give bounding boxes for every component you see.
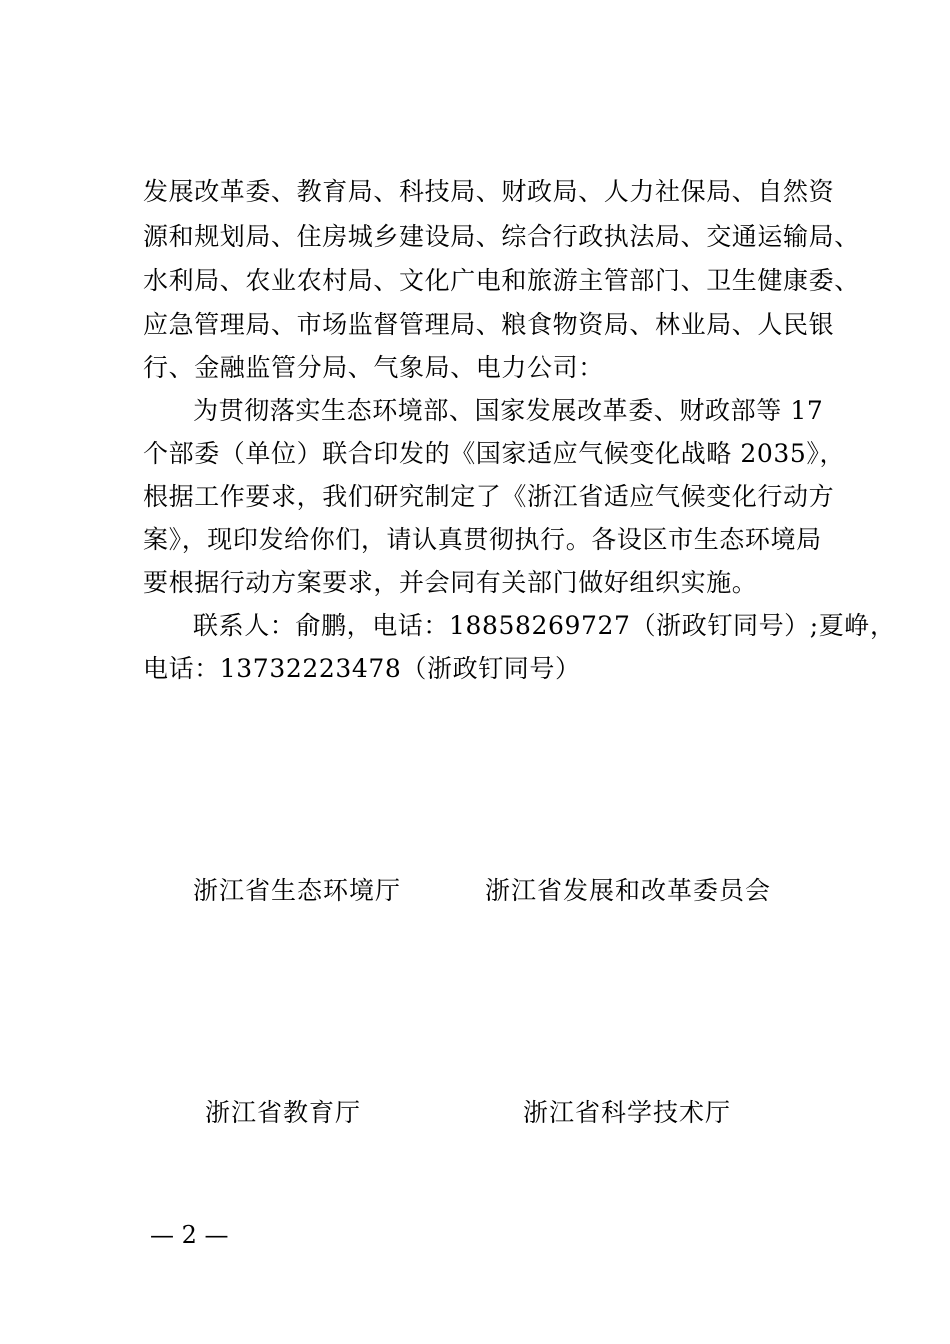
recipients-line: 行、金融监管分局、气象局、电力公司： xyxy=(143,353,604,382)
signatory-science-technology: 浙江省科学技术厅 xyxy=(523,1098,732,1127)
signatory-education: 浙江省教育厅 xyxy=(205,1098,362,1127)
signatory-eco-environment: 浙江省生态环境厅 xyxy=(193,876,402,905)
recipients-line: 源和规划局、住房城乡建设局、综合行政执法局、交通运输局、 xyxy=(143,222,860,251)
contact-line: 电话：13732223478（浙政钉同号） xyxy=(143,654,581,683)
body-line: 案》，现印发给你们，请认真贯彻执行。各设区市生态环境局 xyxy=(143,525,822,554)
recipients-line: 发展改革委、教育局、科技局、财政局、人力社保局、自然资 xyxy=(143,177,835,206)
body-line: 个部委（单位）联合印发的《国家适应气候变化战略 2035》， xyxy=(143,439,846,468)
recipients-line: 应急管理局、市场监督管理局、粮食物资局、林业局、人民银 xyxy=(143,310,835,339)
body-line: 根据工作要求，我们研究制定了《浙江省适应气候变化行动方 xyxy=(143,482,835,511)
contact-line: 联系人：俞鹏，电话：18858269727（浙政钉同号）;夏峥， xyxy=(193,611,896,640)
page-number: — 2 — xyxy=(150,1221,229,1249)
body-line: 要根据行动方案要求，并会同有关部门做好组织实施。 xyxy=(143,568,758,597)
body-line: 为贯彻落实生态环境部、国家发展改革委、财政部等 17 xyxy=(193,396,824,425)
signatory-development-reform: 浙江省发展和改革委员会 xyxy=(485,876,772,905)
recipients-line: 水利局、农业农村局、文化广电和旅游主管部门、卫生健康委、 xyxy=(143,266,860,295)
